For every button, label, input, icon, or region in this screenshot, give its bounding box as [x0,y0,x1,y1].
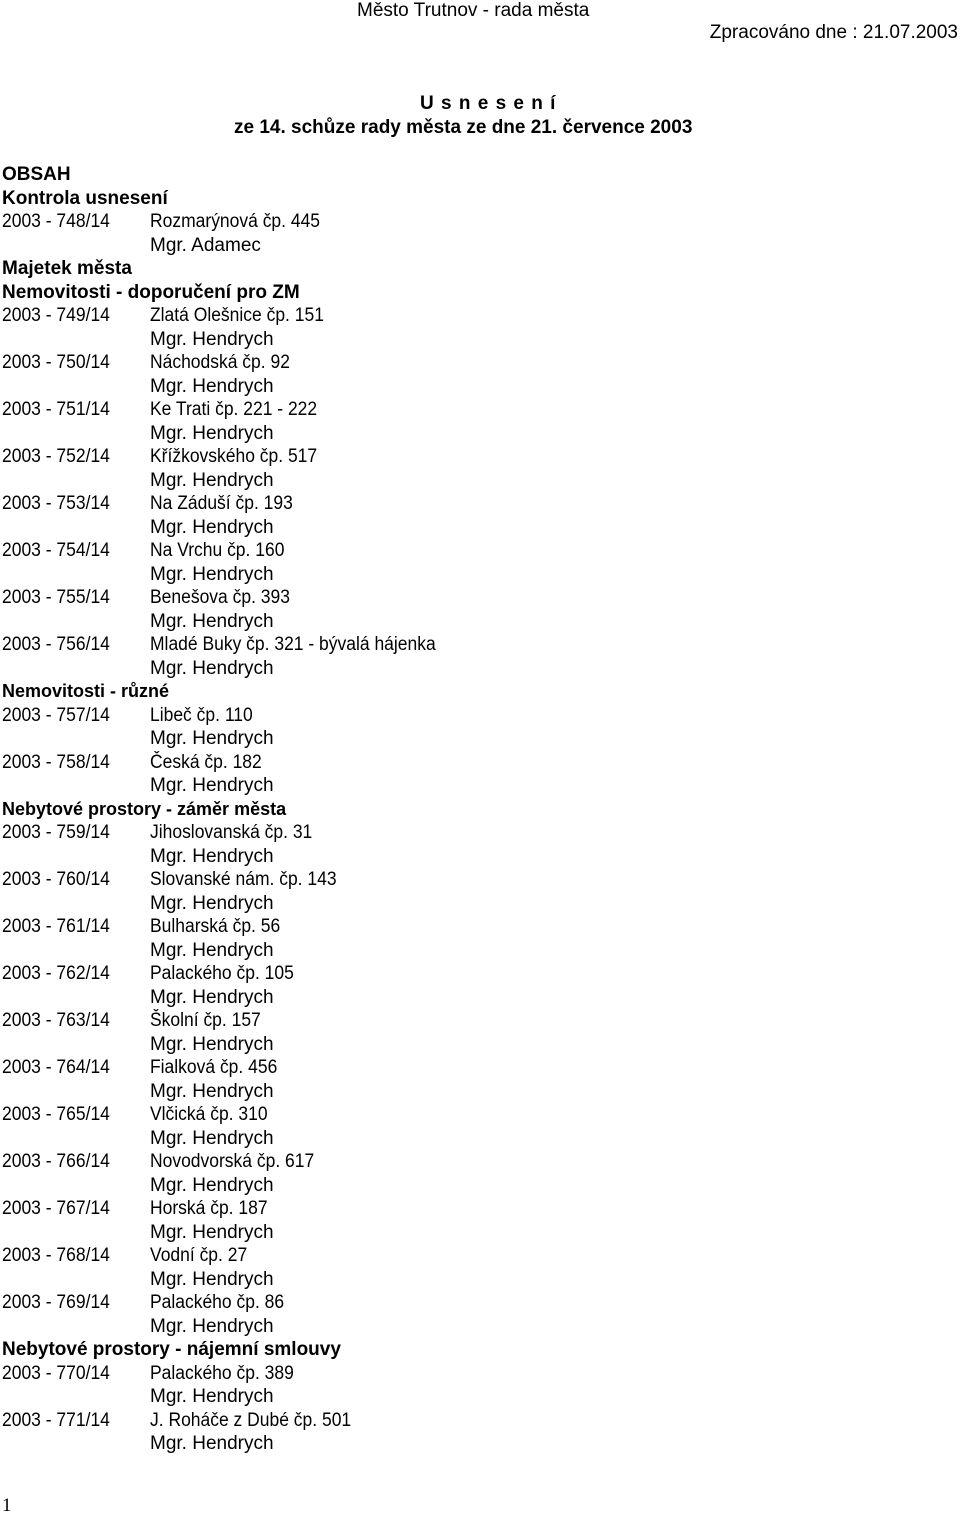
resolution-subject-text: Novodvorská čp. 617 [150,1151,315,1172]
resolution-subject [150,351,302,375]
resolution-subject [150,1244,256,1268]
resolution-item [2,821,952,868]
resolution-subject-text: Palackého čp. 105 [150,963,294,984]
resolution-item [2,398,952,445]
resolution-subject-text: Bulharská čp. 56 [150,916,281,937]
responsible-person: Mgr. Hendrych [150,469,274,491]
resolution-number [2,1244,150,1268]
resolution-number [2,1056,150,1080]
section-heading: Nemovitosti - doporučení pro ZM [2,281,300,303]
resolution-number-text: 2003 - 756/14 [2,634,110,655]
resolution-item [2,1197,952,1244]
resolution-number [2,586,150,610]
resolution-number-text: 2003 - 764/14 [2,1057,110,1078]
resolution-number-text: 2003 - 761/14 [2,916,110,937]
resolution-number-text: 2003 - 749/14 [2,305,110,326]
resolution-number-text: 2003 - 762/14 [2,963,110,984]
responsible-person: Mgr. Hendrych [150,1268,274,1290]
section-heading: OBSAH [2,164,71,185]
resolution-number-text: 2003 - 768/14 [2,1245,110,1266]
responsible-person: Mgr. Adamec [150,234,261,256]
resolution-subject [150,1409,369,1433]
resolution-subject [150,868,353,892]
resolution-subject [150,915,292,939]
resolution-subject-text: J. Roháče z Dubé čp. 501 [150,1409,352,1431]
resolution-number [2,304,150,328]
resolution-subject [150,751,271,775]
resolution-subject [150,821,326,845]
resolution-item [2,539,952,586]
responsible-person: Mgr. Hendrych [150,728,274,749]
resolution-item [2,586,952,633]
resolution-item [2,1103,952,1150]
resolution-number-text: 2003 - 771/14 [2,1409,110,1431]
resolution-number-text: 2003 - 748/14 [2,211,110,232]
resolution-number [2,821,150,845]
resolution-number [2,868,150,892]
resolution-number-text: 2003 - 769/14 [2,1292,110,1313]
responsible-person: Mgr. Hendrych [150,892,274,914]
resolution-item [2,1009,952,1056]
responsible-person: Mgr. Hendrych [150,516,274,538]
resolution-subject-text: Fialková čp. 456 [150,1057,278,1078]
responsible-person: Mgr. Hendrych [150,1033,274,1055]
resolution-subject-text: Horská čp. 187 [150,1198,268,1219]
resolution-subject [150,539,296,563]
resolution-number [2,1291,150,1315]
resolution-subject-text: Palackého čp. 389 [150,1362,294,1384]
responsible-person: Mgr. Hendrych [150,986,274,1008]
resolution-number [2,1362,150,1386]
resolution-subject [150,1291,296,1315]
resolution-number [2,633,150,657]
resolution-subject [150,492,305,516]
resolution-number [2,915,150,939]
resolution-item [2,962,952,1009]
resolution-subject-text: Křížkovského čp. 517 [150,446,318,467]
resolution-number-text: 2003 - 766/14 [2,1151,110,1172]
resolution-subject-text: Jihoslovanská čp. 31 [150,822,313,843]
resolution-number-text: 2003 - 755/14 [2,587,110,608]
responsible-person: Mgr. Hendrych [150,939,274,961]
resolution-subject-text: Mladé Buky čp. 321 - bývalá hájenka [150,634,436,655]
resolution-number [2,445,150,469]
resolution-number-text: 2003 - 767/14 [2,1198,110,1219]
resolution-subject [150,1362,306,1386]
resolution-number-text: 2003 - 758/14 [2,751,110,773]
resolution-subject [150,1009,270,1033]
resolution-subject [150,962,306,986]
resolution-subject [150,210,335,234]
responsible-person: Mgr. Hendrych [150,328,274,350]
document-subtitle: ze 14. schůze rady města ze dne 21. července 2003 [234,117,693,138]
resolution-subject [150,1197,278,1221]
resolution-subject-text: Benešova čp. 393 [150,587,290,608]
resolution-number [2,751,150,775]
resolution-item [2,1291,952,1338]
responsible-person: Mgr. Hendrych [150,657,274,679]
resolution-item [2,304,952,351]
responsible-person: Mgr. Hendrych [150,1433,274,1454]
resolution-subject [150,1150,329,1174]
resolution-number-text: 2003 - 754/14 [2,540,110,561]
responsible-person: Mgr. Hendrych [150,1174,274,1196]
resolution-number [2,962,150,986]
resolution-subject-text: Vlčická čp. 310 [150,1104,268,1125]
resolution-number-text: 2003 - 750/14 [2,352,110,373]
resolution-item [2,492,952,539]
resolution-number [2,210,150,234]
resolution-number-text: 2003 - 751/14 [2,399,110,420]
resolution-number [2,351,150,375]
page-number: 1 [2,1495,12,1516]
resolution-number [2,1103,150,1127]
resolution-item [2,915,952,962]
resolution-item [2,1409,952,1456]
resolution-subject [150,1056,288,1080]
section-heading: Majetek města [2,258,132,279]
resolution-subject-text: Česká čp. 182 [150,751,262,773]
resolution-item [2,704,952,751]
responsible-person: Mgr. Hendrych [150,845,274,867]
resolution-subject-text: Slovanské nám. čp. 143 [150,869,337,890]
resolution-subject [150,398,332,422]
resolution-number [2,1197,150,1221]
resolution-item [2,1056,952,1103]
resolution-item [2,210,952,257]
header-processed-date: Zpracováno dne : 21.07.2003 [709,22,958,43]
resolution-subject [150,445,332,469]
resolution-number-text: 2003 - 763/14 [2,1010,110,1031]
resolution-subject-text: Palackého čp. 86 [150,1292,285,1313]
resolution-subject [150,304,339,328]
resolution-subject-text: Vodní čp. 27 [150,1245,248,1266]
resolution-item [2,1362,952,1409]
resolution-subject [150,633,461,657]
resolution-item [2,1244,952,1291]
responsible-person: Mgr. Hendrych [150,1386,274,1407]
section-heading: Nebytové prostory - nájemní smlouvy [2,1339,341,1360]
resolution-number-text: 2003 - 770/14 [2,1362,110,1384]
responsible-person: Mgr. Hendrych [150,610,274,632]
section-heading: Nebytové prostory - záměr města [2,798,287,819]
resolution-subject [150,586,302,610]
resolution-subject [150,704,262,728]
resolution-subject-text: Na Záduší čp. 193 [150,493,293,514]
resolution-subject-text: Ke Trati čp. 221 - 222 [150,399,318,420]
resolution-number [2,1409,150,1433]
resolution-number-text: 2003 - 759/14 [2,822,110,843]
resolution-number-text: 2003 - 752/14 [2,446,110,467]
responsible-person: Mgr. Hendrych [150,1315,274,1337]
responsible-person: Mgr. Hendrych [150,375,274,397]
resolution-number-text: 2003 - 760/14 [2,869,110,890]
resolution-subject-text: Náchodská čp. 92 [150,352,290,373]
resolution-subject-text: Zlatá Olešnice čp. 151 [150,305,324,326]
resolution-number-text: 2003 - 765/14 [2,1104,110,1125]
resolution-number [2,704,150,728]
responsible-person: Mgr. Hendrych [150,422,274,444]
resolution-number-text: 2003 - 753/14 [2,493,110,514]
resolution-item [2,1150,952,1197]
resolution-number [2,1009,150,1033]
resolution-number-text: 2003 - 757/14 [2,704,110,726]
resolution-number [2,492,150,516]
responsible-person: Mgr. Hendrych [150,1080,274,1102]
header-organization: Město Trutnov - rada města [357,0,590,21]
resolution-item [2,445,952,492]
resolution-subject-text: Libeč čp. 110 [150,704,253,726]
resolution-item [2,633,952,680]
resolution-number [2,398,150,422]
responsible-person: Mgr. Hendrych [150,775,274,796]
resolution-subject-text: Rozmarýnová čp. 445 [150,211,321,232]
resolution-item [2,351,952,398]
document-title: U s n e s e n í [420,93,557,114]
resolution-item [2,751,952,798]
section-heading: Kontrola usnesení [2,187,168,209]
responsible-person: Mgr. Hendrych [150,1127,274,1149]
resolution-subject-text: Na Vrchu čp. 160 [150,540,285,561]
resolution-subject [150,1103,278,1127]
resolution-subject-text: Školní čp. 157 [150,1010,261,1031]
resolution-number [2,1150,150,1174]
responsible-person: Mgr. Hendrych [150,1221,274,1243]
section-heading: Nemovitosti - různé [2,681,170,701]
resolution-contents [2,163,952,1456]
resolution-item [2,868,952,915]
responsible-person: Mgr. Hendrych [150,563,274,585]
resolution-number [2,539,150,563]
